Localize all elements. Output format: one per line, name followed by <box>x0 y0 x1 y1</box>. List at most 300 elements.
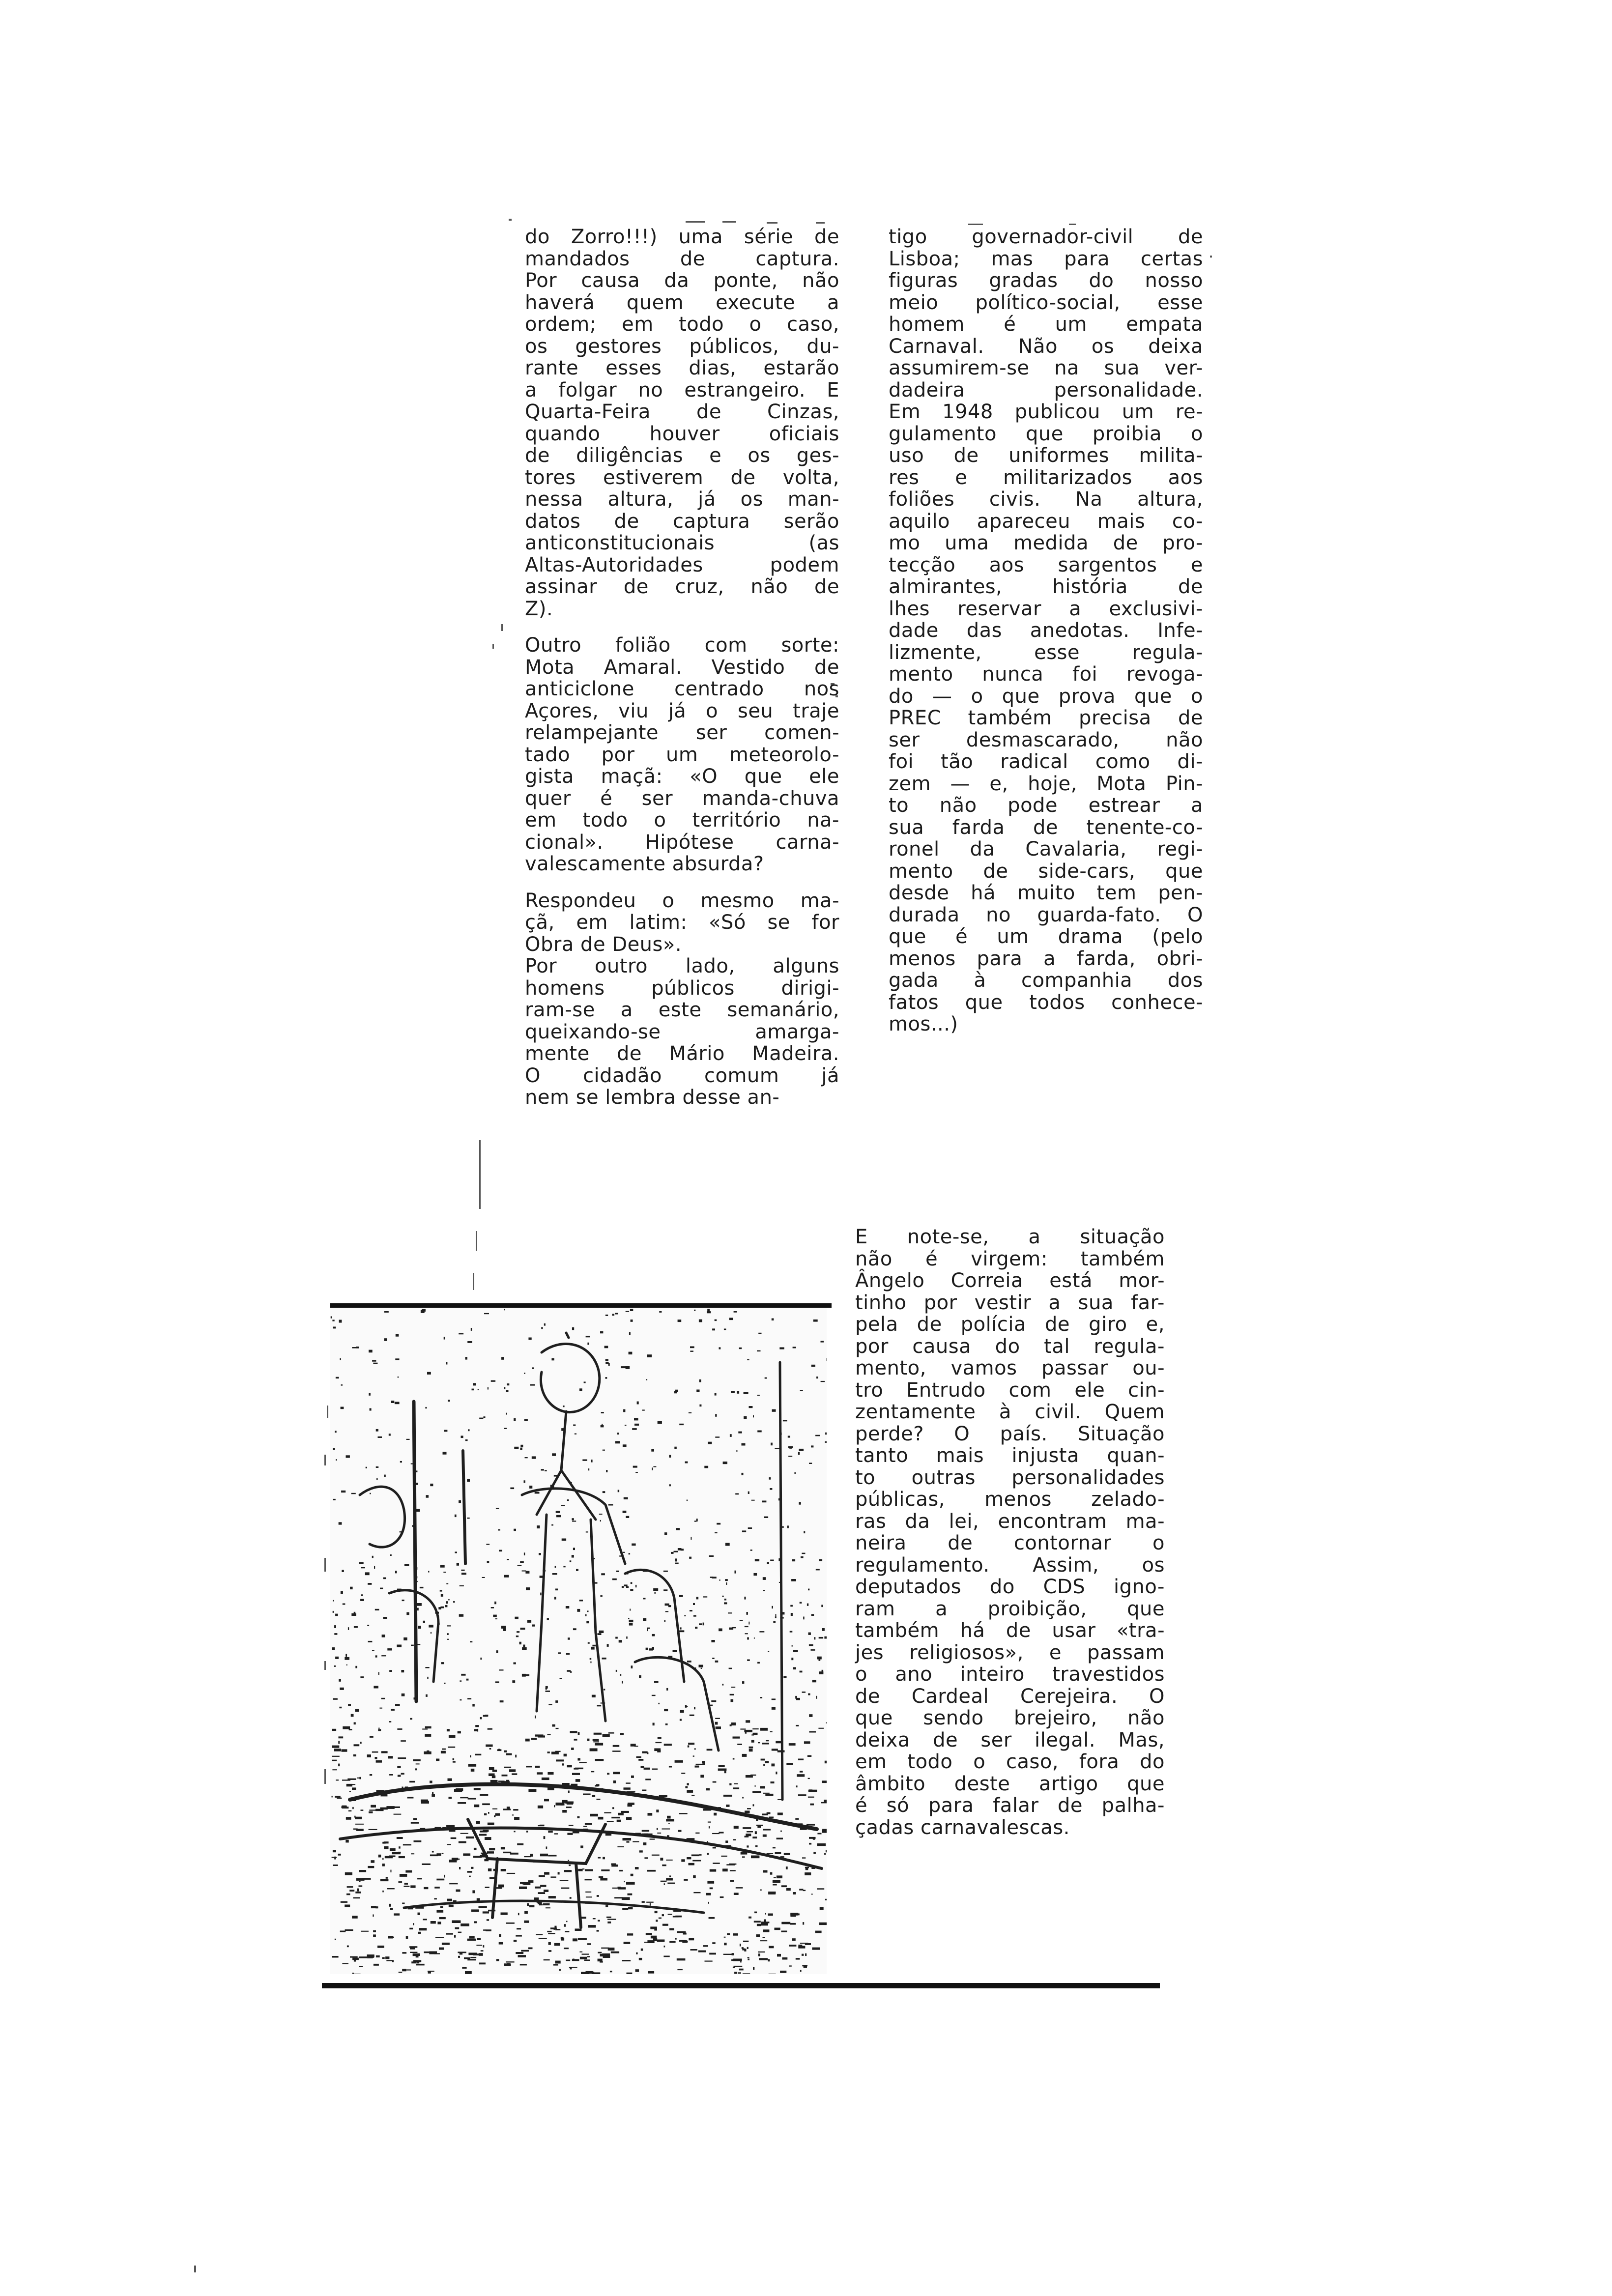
photo-speck <box>467 1479 470 1482</box>
photo-speck <box>504 1309 505 1310</box>
photo-speck <box>359 1562 364 1564</box>
photo-speck <box>554 1833 558 1835</box>
photo-speck <box>722 1868 728 1871</box>
photo-speck <box>807 1604 808 1606</box>
photo-speck <box>373 1934 376 1937</box>
text-line: haverá quem execute a <box>525 291 839 314</box>
photo-speck <box>518 1955 526 1957</box>
photo-speck <box>731 1391 735 1393</box>
photo-speck <box>409 1928 413 1929</box>
photo-speck <box>721 1856 727 1857</box>
photo-speck <box>384 1475 386 1477</box>
photo-speck <box>753 1415 754 1418</box>
photo-speck <box>423 1919 427 1920</box>
photo-speck <box>462 1967 466 1969</box>
photo-top-rule <box>330 1303 832 1308</box>
photo-speck <box>731 1959 735 1961</box>
photo-speck <box>657 1750 661 1752</box>
photo-speck <box>346 1817 351 1820</box>
photo-speck <box>769 1817 774 1818</box>
photo-speck <box>655 1911 658 1913</box>
photo-speck <box>340 1358 341 1360</box>
photo-speck <box>402 1969 406 1971</box>
photo-speck <box>800 1602 802 1604</box>
photo-speck <box>417 1603 422 1606</box>
text-line: Outro folião com sorte: <box>525 634 839 657</box>
photo-speck <box>501 1847 505 1849</box>
photo-speck <box>800 1671 803 1673</box>
photo-speck <box>773 1880 780 1883</box>
photo-speck <box>428 1971 431 1974</box>
photo-speck <box>387 1648 392 1650</box>
photo-speck <box>524 1921 529 1923</box>
photo-speck <box>395 1358 399 1360</box>
photo-speck <box>746 1834 751 1836</box>
photo-speck <box>748 1622 749 1625</box>
photo-speck <box>384 1846 388 1849</box>
photo-speck <box>768 1959 770 1962</box>
photo-speck <box>548 1896 556 1898</box>
photo-speck <box>491 1607 494 1608</box>
photo-speck <box>532 1456 536 1459</box>
text-line: res e militarizados aos <box>889 466 1203 489</box>
photo-speck <box>656 1920 658 1922</box>
photo-speck <box>626 1636 628 1639</box>
photo-speck <box>461 1573 466 1575</box>
photo-speck <box>667 1816 671 1819</box>
photo-speck <box>556 1511 560 1513</box>
photo-speck <box>488 1387 489 1390</box>
photo-speck <box>550 1876 556 1878</box>
photo-speck <box>800 1390 803 1391</box>
photo-speck <box>818 1728 824 1729</box>
photo-speck <box>710 1888 713 1890</box>
photo-speck <box>773 1847 776 1848</box>
photo-speck <box>772 1764 775 1767</box>
photo-speck <box>499 1550 502 1552</box>
photo-speck <box>424 1887 428 1889</box>
photo-speck <box>351 1714 354 1717</box>
photo-speck <box>591 1460 593 1463</box>
photo-speck <box>361 1567 365 1568</box>
photo-speck <box>738 1432 742 1434</box>
photo-speck <box>411 1853 414 1854</box>
photo-speck <box>556 1803 565 1806</box>
photo-speck <box>436 1910 443 1913</box>
photo-speck <box>770 1731 773 1732</box>
photo-speck <box>449 1883 458 1885</box>
photo-speck <box>443 1452 447 1455</box>
photo-speck <box>585 1869 593 1871</box>
photo-speck <box>662 1914 664 1916</box>
photo-speck <box>545 1470 547 1471</box>
photo-speck <box>737 1744 742 1745</box>
photo-speck <box>521 1950 529 1952</box>
text-line: ordem; em todo o caso, <box>525 313 839 336</box>
photo-speck <box>799 1449 804 1451</box>
text-line: tanto mais injusta quan- <box>855 1444 1165 1467</box>
photo-speck <box>449 1735 456 1738</box>
photo-speck <box>475 1754 481 1755</box>
photo-speck <box>520 1448 522 1450</box>
photo-speck <box>473 1383 476 1385</box>
text-line: aquilo apareceu mais co- <box>889 510 1203 533</box>
photo-speck <box>347 1946 349 1948</box>
photo-speck <box>607 1773 609 1775</box>
photo-speck <box>770 1872 773 1875</box>
photo-speck <box>808 1589 809 1591</box>
text-line: meio político-social, esse <box>889 291 1203 314</box>
photo-speck <box>333 1600 334 1602</box>
photo-speck <box>544 1872 549 1874</box>
photo-speck <box>356 1347 359 1349</box>
photo-speck <box>528 1948 533 1950</box>
photo-speck <box>425 1407 427 1408</box>
photo-speck <box>336 1377 339 1378</box>
photo-speck <box>605 1377 607 1379</box>
text-line: datos de captura serão <box>525 510 839 533</box>
photo-speck <box>572 1518 574 1520</box>
photo-speck <box>772 1749 778 1751</box>
photo-speck <box>749 1406 753 1408</box>
text-line: lhes reservar a exclusivi- <box>889 597 1203 620</box>
photo-speck <box>390 1554 392 1556</box>
photo-speck <box>497 1749 502 1751</box>
photo-speck <box>515 1617 518 1619</box>
photo-speck <box>398 1852 401 1853</box>
photo-speck <box>372 1650 374 1651</box>
photo-speck <box>812 1680 816 1682</box>
photo-speck <box>690 1610 692 1611</box>
photo-speck <box>460 1680 461 1682</box>
photo-speck <box>371 1805 376 1808</box>
text-line: desde há muito tem pen- <box>889 882 1203 904</box>
photo-speck <box>598 1959 603 1962</box>
photo-speck <box>634 1418 638 1420</box>
photo-speck <box>561 1505 565 1506</box>
photo-speck <box>390 1870 391 1872</box>
photo-speck <box>428 1571 429 1573</box>
photo-speck <box>520 1445 523 1447</box>
photo-speck <box>369 1393 371 1396</box>
photo-speck <box>573 1548 575 1550</box>
photo-speck <box>809 1644 813 1646</box>
photo-speck <box>332 1796 333 1797</box>
text-line: o ano inteiro travestidos <box>855 1663 1165 1686</box>
photo-speck <box>796 1785 798 1787</box>
photo-speck <box>334 1665 336 1667</box>
photo-speck <box>419 1928 427 1930</box>
text-line: queixando-se amarga- <box>525 1020 839 1043</box>
photo-speck <box>529 1905 535 1907</box>
photo-speck <box>740 1620 743 1621</box>
photo-speck <box>440 1590 442 1592</box>
photo-speck <box>563 1566 565 1567</box>
text-line: públicas, menos zelado- <box>855 1488 1165 1511</box>
photo-speck <box>354 1816 355 1818</box>
photo-speck <box>465 1357 467 1360</box>
photo-speck <box>584 1959 590 1961</box>
photo-speck <box>657 1828 658 1830</box>
photo-speck <box>434 1887 440 1889</box>
photo-speck <box>608 1732 614 1734</box>
photo-speck <box>745 1732 747 1733</box>
photo-speck <box>514 1817 519 1820</box>
photo-speck <box>603 1450 605 1451</box>
photo-speck <box>547 1618 549 1620</box>
photo-speck <box>575 1434 576 1435</box>
photo-speck <box>809 1714 812 1717</box>
photo-speck <box>461 1923 469 1926</box>
photo-speck <box>715 1436 720 1438</box>
photo-speck <box>514 1940 517 1942</box>
photo-speck <box>765 1378 767 1379</box>
photo-speck <box>534 1897 539 1900</box>
photo-speck <box>551 1358 554 1361</box>
photo-speck <box>608 1504 613 1506</box>
photo-speck <box>481 1950 484 1952</box>
photo-speck <box>826 1722 827 1723</box>
photo-speck <box>577 1609 580 1612</box>
photo-speck <box>359 1881 361 1882</box>
photo-speck <box>370 1493 371 1494</box>
photo-speck <box>388 1756 393 1758</box>
photo-speck <box>568 1860 569 1861</box>
photo-speck <box>339 1707 342 1708</box>
photo-speck <box>775 1892 776 1894</box>
photo-speck <box>677 1958 686 1960</box>
photo-speck <box>342 1779 350 1780</box>
photo-speck <box>795 1818 799 1820</box>
photo-speck <box>345 1905 350 1907</box>
photo-speck <box>799 1889 803 1890</box>
photo-speck <box>719 1629 722 1632</box>
photo-speck <box>354 1744 360 1746</box>
photo-speck <box>727 1933 730 1935</box>
photo-speck <box>374 1566 375 1569</box>
photo-speck <box>735 1571 736 1574</box>
photo-speck <box>590 1662 591 1664</box>
photo-speck <box>530 1854 533 1857</box>
photo-speck <box>333 1448 335 1450</box>
photo-speck <box>668 1823 670 1824</box>
photo-speck <box>612 1578 617 1580</box>
photo-speck <box>407 1797 414 1799</box>
photo-speck <box>447 1625 451 1626</box>
photo-speck <box>669 1484 671 1486</box>
photo-speck <box>447 1844 451 1845</box>
photo-speck <box>355 1709 359 1712</box>
photo-speck <box>526 1766 532 1767</box>
photo-speck <box>783 1676 786 1678</box>
photo-speck <box>769 1946 774 1949</box>
photo-speck <box>374 1964 379 1966</box>
photo-speck <box>427 1372 431 1375</box>
photo-speck <box>486 1544 489 1545</box>
photo-speck <box>745 1810 749 1813</box>
photo-speck <box>811 1894 812 1895</box>
photo-speck <box>662 1829 670 1830</box>
photo-speck <box>524 1675 526 1676</box>
photo-speck <box>745 1626 748 1627</box>
photo-speck <box>742 1473 744 1475</box>
photo-speck <box>502 1775 508 1777</box>
photo-speck <box>551 1751 559 1754</box>
photo-speck <box>409 1781 415 1782</box>
photo-speck <box>630 1589 633 1591</box>
photo-speck <box>674 1551 679 1552</box>
text-line: âmbito deste artigo que <box>855 1772 1165 1795</box>
photo-speck <box>762 1501 767 1503</box>
photo-speck <box>758 1333 761 1334</box>
photo-speck <box>378 1436 382 1438</box>
photo-speck <box>718 1769 727 1771</box>
photo-speck <box>570 1731 577 1733</box>
photo-speck <box>530 1384 535 1386</box>
photo-speck <box>696 1390 699 1392</box>
photo-speck <box>628 1894 633 1895</box>
photo-speck <box>479 1963 486 1965</box>
photo-speck <box>699 1623 702 1625</box>
photo-speck <box>662 1865 666 1866</box>
photo-speck <box>747 1660 750 1661</box>
photo-speck <box>631 1582 633 1584</box>
photo-speck <box>339 1320 342 1323</box>
photo-speck <box>403 1886 409 1887</box>
text-line: mos...) <box>889 1013 958 1035</box>
photo-speck <box>430 1484 433 1486</box>
photo-speck <box>790 1605 793 1607</box>
photo-speck <box>570 1967 572 1969</box>
photo-speck <box>763 1829 771 1831</box>
photo-speck <box>573 1938 577 1941</box>
photo-speck <box>708 1902 709 1904</box>
photo-speck <box>675 1916 682 1918</box>
photo-speck <box>693 1755 694 1757</box>
photo-speck <box>756 1934 760 1937</box>
photo-speck <box>681 1859 685 1862</box>
photo-speck <box>559 1969 561 1971</box>
photo-speck <box>394 1913 400 1915</box>
text-line: çadas carnavalescas. <box>855 1816 1070 1839</box>
photo-speck <box>601 1595 603 1597</box>
photo-speck <box>472 1389 474 1391</box>
photo-speck <box>747 1808 751 1809</box>
text-line: mento de side-cars, que <box>889 860 1203 883</box>
photo-speck <box>729 1783 731 1785</box>
photo-speck <box>825 1441 827 1443</box>
photo-speck <box>707 1309 710 1312</box>
photo-speck <box>413 1953 420 1956</box>
photo-speck <box>572 1327 574 1330</box>
photo-speck <box>400 1461 402 1463</box>
photo-speck <box>518 1913 519 1916</box>
photo-speck <box>453 1758 455 1760</box>
photo-speck <box>523 1882 531 1885</box>
photo-speck <box>612 1807 614 1809</box>
photo-speck <box>442 1943 450 1945</box>
photo-speck <box>675 1390 678 1392</box>
photo-speck <box>492 1776 495 1779</box>
text-line: Açores, viu já o seu traje <box>525 699 839 722</box>
photo-speck <box>626 1782 631 1784</box>
photo-speck <box>628 1907 633 1909</box>
photo-speck <box>517 1843 523 1845</box>
photo-speck <box>766 1740 769 1741</box>
photo-speck <box>582 1460 587 1461</box>
photo-speck <box>704 1466 708 1468</box>
photo-speck <box>668 1605 671 1607</box>
photo-speck <box>555 1751 561 1752</box>
photo-speck <box>690 1347 694 1349</box>
photo-speck <box>742 1754 747 1757</box>
photo-speck <box>432 1792 433 1795</box>
photo-speck <box>560 1880 569 1881</box>
photo-speck <box>353 1754 356 1756</box>
photo-speck <box>754 1637 755 1638</box>
text-line: Em 1948 publicou um re- <box>889 401 1203 423</box>
photo-speck <box>572 1773 580 1775</box>
photo-speck <box>776 1772 777 1775</box>
photo-speck <box>733 1758 735 1759</box>
photo-speck <box>772 1698 776 1700</box>
photo-speck <box>458 1956 460 1958</box>
photo-speck <box>402 1903 404 1904</box>
photo-speck <box>507 1383 510 1385</box>
photo-speck <box>734 1972 737 1974</box>
text-line: cional». Hipótese carna- <box>525 831 839 854</box>
photo-speck <box>485 1887 489 1888</box>
photo-speck <box>715 1722 718 1725</box>
photo-speck <box>383 1617 387 1619</box>
photo-speck <box>594 1558 595 1559</box>
photo-speck <box>671 1552 674 1554</box>
photo-speck <box>536 1934 543 1935</box>
photo-speck <box>395 1704 400 1706</box>
photo-speck <box>749 1749 753 1752</box>
photo-speck <box>751 1500 755 1501</box>
photo-speck <box>717 1523 720 1525</box>
text-line: menos para a farda, obri- <box>889 947 1203 970</box>
photo-speck <box>744 1392 748 1394</box>
photo-speck <box>515 1755 517 1758</box>
photo-speck <box>332 1956 338 1958</box>
photo-speck <box>427 1677 428 1679</box>
photo-speck <box>601 1412 604 1413</box>
text-line: mente de Mário Madeira. <box>525 1042 839 1065</box>
photo-speck <box>806 1824 815 1825</box>
photo-speck <box>590 1749 598 1751</box>
photo-speck <box>338 1741 340 1744</box>
photo-speck <box>675 1760 683 1763</box>
photo-speck <box>690 1715 694 1716</box>
photo-speck <box>623 1444 627 1447</box>
photo-speck <box>664 1744 672 1746</box>
photo-speck <box>378 1855 381 1858</box>
photo-speck <box>619 1640 622 1642</box>
photo-speck <box>633 1466 637 1468</box>
photo-speck <box>525 1739 530 1742</box>
photo-speck <box>613 1772 620 1774</box>
photo-speck <box>713 1781 717 1783</box>
photo-speck <box>736 1450 737 1452</box>
photo-speck <box>744 1730 752 1732</box>
photo-speck <box>754 1912 757 1914</box>
photo-speck <box>333 1698 338 1700</box>
photo-speck <box>817 1833 821 1835</box>
photo-speck <box>710 1869 716 1872</box>
text-line: Obra de Deus». <box>525 933 682 956</box>
